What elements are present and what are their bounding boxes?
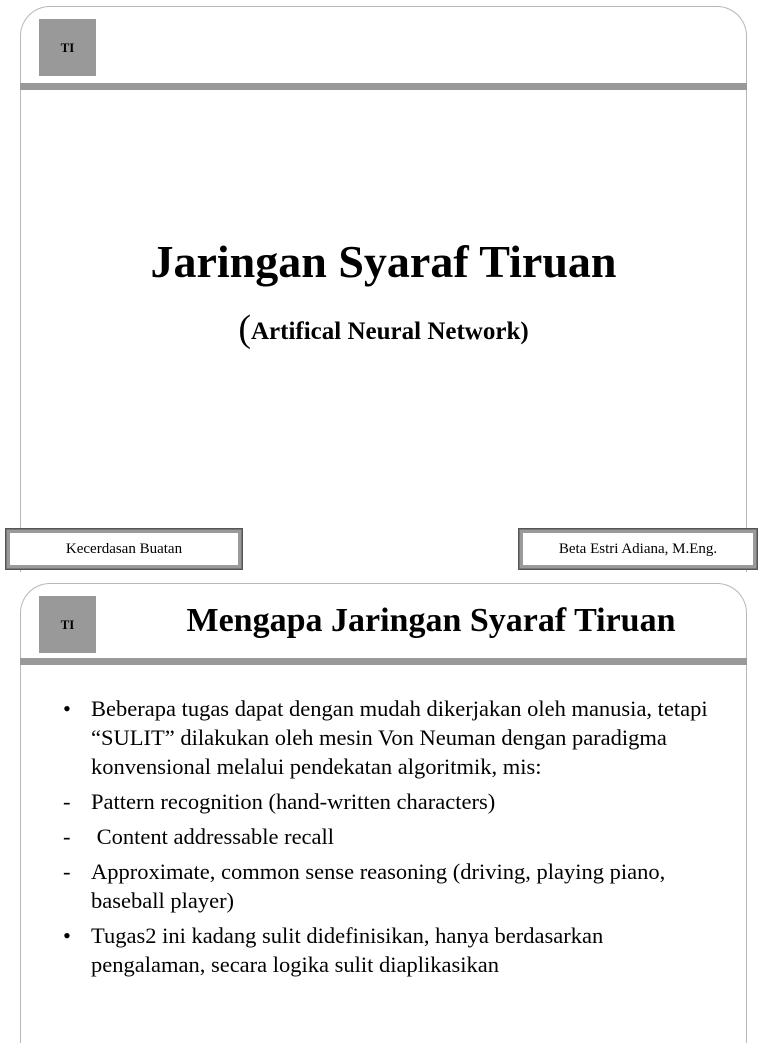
list-item: [61, 857, 716, 915]
bullet-list: [61, 694, 716, 985]
list-item-text: Content addressable recall: [91, 824, 335, 849]
subtitle-open-paren: (: [238, 308, 251, 350]
list-item-text: Pattern recognition (hand-written characters): [91, 789, 496, 814]
header-rule: [20, 83, 747, 90]
list-item: [61, 822, 716, 851]
list-item: [61, 787, 716, 816]
header-rule: [20, 658, 747, 665]
bullet-marker: •: [63, 923, 71, 948]
ti-badge-label: TI: [60, 39, 75, 55]
slide-title: Mengapa Jaringan Syaraf Tiruan: [186, 602, 676, 639]
footer-course-label: Kecerdasan Buatan: [65, 540, 183, 557]
dash-marker: -: [63, 824, 71, 849]
ti-badge: [39, 596, 96, 653]
list-item: [61, 694, 716, 781]
ti-badge: [39, 19, 96, 76]
footer-author: [519, 529, 757, 569]
subtitle-text: Artifical Neural Network): [250, 318, 529, 345]
slide-1: [20, 6, 747, 572]
slide-2: [20, 583, 747, 1043]
list-item-text: Tugas2 ini kadang sulit didefinisikan, hanya berdasarkan pengalaman, secara logika sulit diaplikasikan: [91, 923, 604, 977]
footer-course: [6, 529, 242, 569]
list-item-text: Beberapa tugas dapat dengan mudah dikerjakan oleh manusia, tetapi “SULIT” dilakukan oleh mesin Von Neuman dengan paradigma konvensional melalui pendekatan algoritmik, mis:: [91, 696, 708, 779]
ti-badge-label: TI: [60, 616, 75, 632]
dash-marker: -: [63, 859, 71, 884]
slide-title: Jaringan Syaraf Tiruan: [150, 236, 617, 287]
list-item: [61, 921, 716, 979]
bullet-marker: •: [63, 696, 71, 721]
slide-subtitle: [21, 307, 746, 351]
list-item-text: Approximate, common sense reasoning (driving, playing piano, baseball player): [91, 859, 666, 913]
dash-marker: -: [63, 789, 71, 814]
footer-author-label: Beta Estri Adiana, M.Eng.: [558, 540, 718, 557]
